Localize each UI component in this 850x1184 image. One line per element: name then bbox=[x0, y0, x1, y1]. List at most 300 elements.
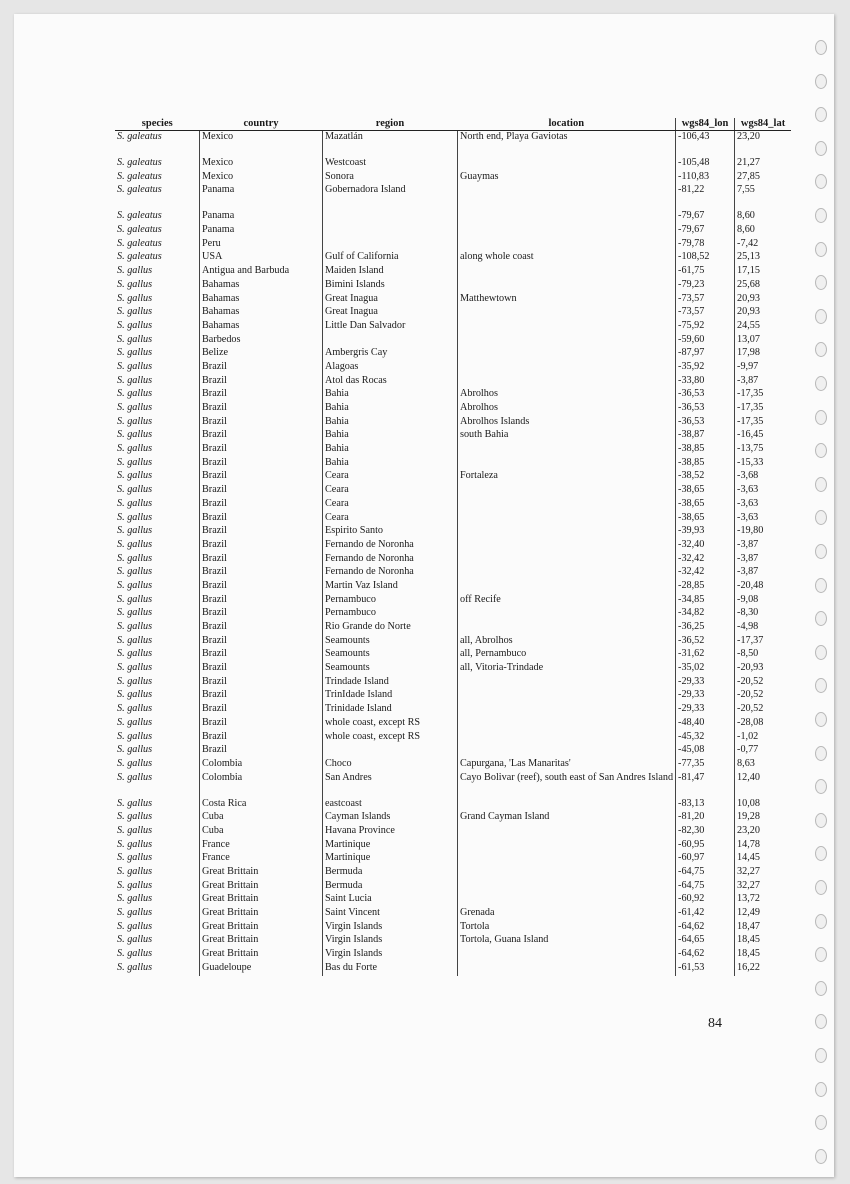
column-header-location: location bbox=[458, 118, 676, 131]
country-cell: Bahamas bbox=[200, 320, 323, 334]
species-cell: S. gallus bbox=[117, 265, 153, 277]
region-cell: Virgin Islands bbox=[323, 948, 458, 962]
region-cell: Bermuda bbox=[323, 880, 458, 894]
location-cell: North end, Playa Gaviotas bbox=[458, 131, 676, 158]
column-header-latitude: wgs84_lat bbox=[735, 118, 792, 131]
species-cell: S. gallus bbox=[117, 593, 153, 605]
region-cell: Bahia bbox=[323, 429, 458, 443]
location-cell bbox=[458, 852, 676, 866]
country-cell: Belize bbox=[200, 347, 323, 361]
country-cell: Brazil bbox=[200, 498, 323, 512]
longitude-cell: -83,13 bbox=[676, 798, 735, 812]
country-cell: Panama bbox=[200, 184, 323, 210]
species-cell: S. gallus bbox=[117, 621, 153, 632]
region-cell: Seamounts bbox=[323, 635, 458, 649]
latitude-cell: -3,68 bbox=[735, 470, 792, 484]
region-cell: San Andres bbox=[323, 772, 458, 798]
region-cell: Choco bbox=[323, 758, 458, 772]
region-cell: Pernambuco bbox=[323, 594, 458, 608]
binder-hole bbox=[815, 813, 827, 828]
region-cell: eastcoast bbox=[323, 798, 458, 812]
country-cell: Great Brittain bbox=[200, 948, 323, 962]
binder-hole bbox=[815, 74, 827, 89]
region-cell bbox=[323, 744, 458, 758]
location-cell bbox=[458, 607, 676, 621]
location-cell bbox=[458, 306, 676, 320]
table-row bbox=[115, 224, 791, 238]
species-location-table bbox=[115, 118, 791, 976]
location-cell: all, Vitoria-Trindade bbox=[458, 662, 676, 676]
species-cell: S. gallus bbox=[117, 470, 153, 482]
table-row bbox=[115, 375, 791, 389]
species-cell: S. gallus bbox=[117, 662, 153, 674]
longitude-cell: -61,75 bbox=[676, 265, 735, 279]
location-cell bbox=[458, 731, 676, 745]
longitude-cell: -64,75 bbox=[676, 880, 735, 894]
location-cell bbox=[458, 866, 676, 880]
country-cell: Brazil bbox=[200, 648, 323, 662]
region-cell: Bahia bbox=[323, 457, 458, 471]
longitude-cell: -60,97 bbox=[676, 852, 735, 866]
latitude-cell: 20,93 bbox=[735, 293, 792, 307]
region-cell: Seamounts bbox=[323, 662, 458, 676]
latitude-cell: -3,63 bbox=[735, 498, 792, 512]
latitude-cell: -3,63 bbox=[735, 484, 792, 498]
region-cell: Espirito Santo bbox=[323, 525, 458, 539]
region-cell: Bahia bbox=[323, 416, 458, 430]
binder-hole bbox=[815, 544, 827, 559]
table-row bbox=[115, 525, 791, 539]
location-cell: Abrolhos bbox=[458, 388, 676, 402]
species-cell: S. gallus bbox=[117, 538, 153, 550]
table-row bbox=[115, 457, 791, 471]
binder-hole bbox=[815, 1082, 827, 1097]
species-cell: S. gallus bbox=[117, 907, 153, 919]
longitude-cell: -36,53 bbox=[676, 416, 735, 430]
table-row bbox=[115, 512, 791, 526]
species-cell: S. galeatus bbox=[117, 237, 162, 249]
country-cell: Brazil bbox=[200, 443, 323, 457]
latitude-cell: 12,40 bbox=[735, 772, 792, 798]
country-cell: USA bbox=[200, 251, 323, 265]
location-cell bbox=[458, 157, 676, 171]
latitude-cell: -8,30 bbox=[735, 607, 792, 621]
country-cell: Antigua and Barbuda bbox=[200, 265, 323, 279]
location-cell bbox=[458, 703, 676, 717]
region-cell: Atol das Rocas bbox=[323, 375, 458, 389]
region-cell: Martinique bbox=[323, 839, 458, 853]
region-cell: Great Inagua bbox=[323, 293, 458, 307]
region-cell: Martinique bbox=[323, 852, 458, 866]
region-cell: Alagoas bbox=[323, 361, 458, 375]
country-cell: Brazil bbox=[200, 512, 323, 526]
region-cell: Ambergris Cay bbox=[323, 347, 458, 361]
species-cell: S. gallus bbox=[117, 360, 153, 372]
table-header-row bbox=[115, 118, 791, 131]
country-cell: Brazil bbox=[200, 457, 323, 471]
country-cell: Great Brittain bbox=[200, 893, 323, 907]
longitude-cell: -38,65 bbox=[676, 512, 735, 526]
table-row bbox=[115, 184, 791, 210]
longitude-cell: -45,32 bbox=[676, 731, 735, 745]
location-cell bbox=[458, 498, 676, 512]
latitude-cell: 10,08 bbox=[735, 798, 792, 812]
region-cell bbox=[323, 210, 458, 224]
latitude-cell: 16,22 bbox=[735, 962, 792, 976]
longitude-cell: -64,65 bbox=[676, 934, 735, 948]
table-body bbox=[115, 131, 791, 976]
species-cell: S. gallus bbox=[117, 934, 153, 946]
country-cell: Brazil bbox=[200, 607, 323, 621]
species-cell: S. gallus bbox=[117, 292, 153, 304]
country-cell: Brazil bbox=[200, 553, 323, 567]
country-cell: Cuba bbox=[200, 825, 323, 839]
table-row bbox=[115, 852, 791, 866]
species-cell: S. gallus bbox=[117, 797, 153, 809]
table-row bbox=[115, 580, 791, 594]
longitude-cell: -45,08 bbox=[676, 744, 735, 758]
region-cell bbox=[323, 334, 458, 348]
longitude-cell: -35,02 bbox=[676, 662, 735, 676]
longitude-cell: -81,47 bbox=[676, 772, 735, 798]
species-cell: S. gallus bbox=[117, 388, 153, 400]
country-cell: Brazil bbox=[200, 388, 323, 402]
latitude-cell: 8,60 bbox=[735, 210, 792, 224]
species-cell: S. gallus bbox=[117, 402, 153, 413]
longitude-cell: -29,33 bbox=[676, 676, 735, 690]
latitude-cell: 13,07 bbox=[735, 334, 792, 348]
region-cell: Bahia bbox=[323, 402, 458, 416]
country-cell: Brazil bbox=[200, 525, 323, 539]
country-cell: Great Brittain bbox=[200, 866, 323, 880]
latitude-cell: -1,02 bbox=[735, 731, 792, 745]
country-cell: Mexico bbox=[200, 171, 323, 185]
location-cell: all, Pernambuco bbox=[458, 648, 676, 662]
latitude-cell: -19,80 bbox=[735, 525, 792, 539]
species-cell: S. gallus bbox=[117, 675, 153, 687]
location-cell bbox=[458, 375, 676, 389]
latitude-cell: 8,60 bbox=[735, 224, 792, 238]
latitude-cell: 24,55 bbox=[735, 320, 792, 334]
location-cell bbox=[458, 553, 676, 567]
latitude-cell: 14,45 bbox=[735, 852, 792, 866]
binder-hole bbox=[815, 141, 827, 156]
binder-hole bbox=[815, 410, 827, 425]
latitude-cell: -15,33 bbox=[735, 457, 792, 471]
longitude-cell: -82,30 bbox=[676, 825, 735, 839]
table-row bbox=[115, 689, 791, 703]
latitude-cell: 8,63 bbox=[735, 758, 792, 772]
region-cell: Pernambuco bbox=[323, 607, 458, 621]
species-cell: S. galeatus bbox=[117, 251, 162, 263]
country-cell: Brazil bbox=[200, 621, 323, 635]
longitude-cell: -81,20 bbox=[676, 811, 735, 825]
species-cell: S. galeatus bbox=[117, 170, 162, 182]
species-cell: S. gallus bbox=[117, 306, 153, 318]
table-row bbox=[115, 934, 791, 948]
longitude-cell: -38,85 bbox=[676, 443, 735, 457]
table-row bbox=[115, 293, 791, 307]
location-cell bbox=[458, 238, 676, 252]
latitude-cell: -17,35 bbox=[735, 402, 792, 416]
longitude-cell: -34,82 bbox=[676, 607, 735, 621]
country-cell: Brazil bbox=[200, 429, 323, 443]
region-cell: Ceara bbox=[323, 484, 458, 498]
species-cell: S. gallus bbox=[117, 497, 153, 509]
latitude-cell: 20,93 bbox=[735, 306, 792, 320]
latitude-cell: 13,72 bbox=[735, 893, 792, 907]
table-row bbox=[115, 962, 791, 976]
longitude-cell: -32,40 bbox=[676, 539, 735, 553]
binder-hole bbox=[815, 914, 827, 929]
latitude-cell: 25,68 bbox=[735, 279, 792, 293]
table-row bbox=[115, 839, 791, 853]
species-cell: S. galeatus bbox=[117, 224, 162, 236]
binder-hole bbox=[815, 880, 827, 895]
region-cell: Sonora bbox=[323, 171, 458, 185]
species-cell: S. gallus bbox=[117, 689, 153, 701]
table-row bbox=[115, 866, 791, 880]
table-row bbox=[115, 238, 791, 252]
country-cell: Brazil bbox=[200, 689, 323, 703]
region-cell: Trinidade Island bbox=[323, 703, 458, 717]
table-row bbox=[115, 470, 791, 484]
table-row bbox=[115, 171, 791, 185]
country-cell: Mexico bbox=[200, 157, 323, 171]
country-cell: Colombia bbox=[200, 758, 323, 772]
species-cell: S. gallus bbox=[117, 456, 153, 468]
longitude-cell: -64,75 bbox=[676, 866, 735, 880]
country-cell: Brazil bbox=[200, 416, 323, 430]
binder-hole bbox=[815, 208, 827, 223]
longitude-cell: -59,60 bbox=[676, 334, 735, 348]
table-row bbox=[115, 306, 791, 320]
region-cell: Havana Province bbox=[323, 825, 458, 839]
location-cell bbox=[458, 539, 676, 553]
species-cell: S. gallus bbox=[117, 552, 153, 564]
longitude-cell: -38,65 bbox=[676, 498, 735, 512]
latitude-cell: -3,87 bbox=[735, 566, 792, 580]
location-cell bbox=[458, 798, 676, 812]
location-cell bbox=[458, 744, 676, 758]
species-cell: S. gallus bbox=[117, 703, 153, 715]
species-cell: S. gallus bbox=[117, 374, 153, 386]
latitude-cell: -20,52 bbox=[735, 676, 792, 690]
table-row bbox=[115, 635, 791, 649]
latitude-cell: 17,98 bbox=[735, 347, 792, 361]
region-cell: Bas du Forte bbox=[323, 962, 458, 976]
country-cell: Cuba bbox=[200, 811, 323, 825]
country-cell: Panama bbox=[200, 210, 323, 224]
binder-hole bbox=[815, 40, 827, 55]
longitude-cell: -38,52 bbox=[676, 470, 735, 484]
region-cell: Little Dan Salvador bbox=[323, 320, 458, 334]
table-row bbox=[115, 825, 791, 839]
region-cell: Maiden Island bbox=[323, 265, 458, 279]
species-cell: S. gallus bbox=[117, 484, 153, 496]
species-cell: S. galeatus bbox=[117, 157, 162, 168]
latitude-cell: 18,47 bbox=[735, 921, 792, 935]
longitude-cell: -110,83 bbox=[676, 171, 735, 185]
longitude-cell: -61,53 bbox=[676, 962, 735, 976]
table-row bbox=[115, 498, 791, 512]
location-cell bbox=[458, 839, 676, 853]
longitude-cell: -39,93 bbox=[676, 525, 735, 539]
country-cell: Peru bbox=[200, 238, 323, 252]
longitude-cell: -77,35 bbox=[676, 758, 735, 772]
latitude-cell: -7,42 bbox=[735, 238, 792, 252]
species-cell: S. gallus bbox=[117, 771, 153, 783]
table-row bbox=[115, 566, 791, 580]
location-cell bbox=[458, 689, 676, 703]
species-cell: S. gallus bbox=[117, 347, 153, 359]
longitude-cell: -106,43 bbox=[676, 131, 735, 158]
column-header-species: species bbox=[115, 118, 200, 131]
binder-hole bbox=[815, 645, 827, 660]
country-cell: Brazil bbox=[200, 717, 323, 731]
table-row bbox=[115, 880, 791, 894]
longitude-cell: -36,53 bbox=[676, 402, 735, 416]
country-cell: Brazil bbox=[200, 402, 323, 416]
location-cell bbox=[458, 512, 676, 526]
location-cell bbox=[458, 825, 676, 839]
latitude-cell: -9,97 bbox=[735, 361, 792, 375]
table-row bbox=[115, 429, 791, 443]
country-cell: Brazil bbox=[200, 566, 323, 580]
species-cell: S. gallus bbox=[117, 811, 153, 823]
latitude-cell: -3,87 bbox=[735, 553, 792, 567]
latitude-cell: -20,52 bbox=[735, 689, 792, 703]
column-header-longitude: wgs84_lon bbox=[676, 118, 735, 131]
species-cell: S. gallus bbox=[117, 948, 153, 960]
location-cell bbox=[458, 347, 676, 361]
latitude-cell: -17,35 bbox=[735, 416, 792, 430]
region-cell: Gobernadora Island bbox=[323, 184, 458, 210]
longitude-cell: -79,78 bbox=[676, 238, 735, 252]
country-cell: Brazil bbox=[200, 731, 323, 745]
country-cell: Brazil bbox=[200, 635, 323, 649]
location-cell bbox=[458, 566, 676, 580]
country-cell: Great Brittain bbox=[200, 921, 323, 935]
species-cell: S. gallus bbox=[117, 511, 153, 523]
location-cell: Tortola bbox=[458, 921, 676, 935]
species-cell: S. gallus bbox=[117, 443, 153, 455]
country-cell: Bahamas bbox=[200, 306, 323, 320]
longitude-cell: -34,85 bbox=[676, 594, 735, 608]
location-cell bbox=[458, 184, 676, 210]
country-cell: Brazil bbox=[200, 594, 323, 608]
table-row bbox=[115, 279, 791, 293]
longitude-cell: -29,33 bbox=[676, 689, 735, 703]
region-cell: Gulf of California bbox=[323, 251, 458, 265]
binder-hole bbox=[815, 1149, 827, 1164]
region-cell: Bimini Islands bbox=[323, 279, 458, 293]
page-number: 84 bbox=[708, 1016, 722, 1031]
longitude-cell: -79,67 bbox=[676, 210, 735, 224]
region-cell: Fernando de Noronha bbox=[323, 566, 458, 580]
location-cell bbox=[458, 265, 676, 279]
binder-hole bbox=[815, 477, 827, 492]
location-cell bbox=[458, 717, 676, 731]
column-header-region: region bbox=[323, 118, 458, 131]
table-row bbox=[115, 717, 791, 731]
country-cell: Brazil bbox=[200, 361, 323, 375]
longitude-cell: -81,22 bbox=[676, 184, 735, 210]
species-cell: S. galeatus bbox=[117, 131, 162, 142]
table-row bbox=[115, 772, 791, 798]
location-cell: Matthewtown bbox=[458, 293, 676, 307]
latitude-cell: 23,20 bbox=[735, 131, 792, 158]
species-cell: S. gallus bbox=[117, 429, 153, 441]
species-cell: S. gallus bbox=[117, 757, 153, 769]
location-cell: south Bahia bbox=[458, 429, 676, 443]
location-cell bbox=[458, 880, 676, 894]
latitude-cell: -16,45 bbox=[735, 429, 792, 443]
location-cell bbox=[458, 224, 676, 238]
longitude-cell: -73,57 bbox=[676, 293, 735, 307]
longitude-cell: -79,67 bbox=[676, 224, 735, 238]
country-cell: France bbox=[200, 839, 323, 853]
region-cell: Ceara bbox=[323, 498, 458, 512]
table-row bbox=[115, 131, 791, 158]
table-row bbox=[115, 731, 791, 745]
binder-hole bbox=[815, 746, 827, 761]
latitude-cell: 27,85 bbox=[735, 171, 792, 185]
table-row bbox=[115, 607, 791, 621]
location-cell: Capurgana, 'Las Manaritas' bbox=[458, 758, 676, 772]
species-cell: S. gallus bbox=[117, 961, 153, 973]
species-cell: S. gallus bbox=[117, 852, 153, 864]
table-row bbox=[115, 621, 791, 635]
country-cell: Costa Rica bbox=[200, 798, 323, 812]
latitude-cell: 18,45 bbox=[735, 948, 792, 962]
location-cell bbox=[458, 361, 676, 375]
longitude-cell: -61,42 bbox=[676, 907, 735, 921]
country-cell: Barbedos bbox=[200, 334, 323, 348]
country-cell: Brazil bbox=[200, 470, 323, 484]
longitude-cell: -108,52 bbox=[676, 251, 735, 265]
species-cell: S. gallus bbox=[117, 824, 153, 836]
species-cell: S. gallus bbox=[117, 716, 153, 728]
location-cell bbox=[458, 320, 676, 334]
country-cell: France bbox=[200, 852, 323, 866]
species-cell: S. gallus bbox=[117, 730, 153, 742]
species-cell: S. gallus bbox=[117, 525, 153, 537]
table-row bbox=[115, 553, 791, 567]
species-cell: S. gallus bbox=[117, 634, 153, 646]
species-cell: S. gallus bbox=[117, 566, 153, 578]
region-cell: Westcoast bbox=[323, 157, 458, 171]
region-cell: Seamounts bbox=[323, 648, 458, 662]
region-cell bbox=[323, 224, 458, 238]
latitude-cell: -9,08 bbox=[735, 594, 792, 608]
table-row bbox=[115, 416, 791, 430]
region-cell: Bahia bbox=[323, 388, 458, 402]
longitude-cell: -36,52 bbox=[676, 635, 735, 649]
latitude-cell: -13,75 bbox=[735, 443, 792, 457]
table-row bbox=[115, 347, 791, 361]
location-cell bbox=[458, 962, 676, 976]
latitude-cell: -28,08 bbox=[735, 717, 792, 731]
region-cell: Virgin Islands bbox=[323, 934, 458, 948]
table-row bbox=[115, 921, 791, 935]
table-row bbox=[115, 703, 791, 717]
region-cell bbox=[323, 238, 458, 252]
location-cell bbox=[458, 525, 676, 539]
binder-hole bbox=[815, 981, 827, 996]
longitude-cell: -64,62 bbox=[676, 921, 735, 935]
table-row bbox=[115, 676, 791, 690]
